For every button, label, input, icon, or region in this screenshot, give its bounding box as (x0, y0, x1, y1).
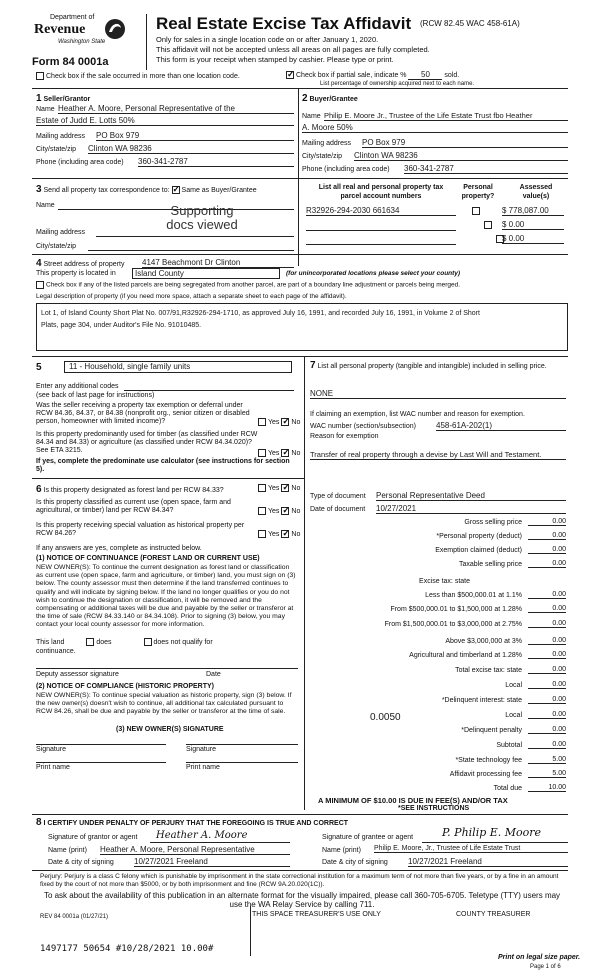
deputy-sig-line[interactable] (36, 667, 298, 669)
calc-value-5[interactable]: 0.00 (528, 591, 566, 599)
buyer-mailing-label: Mailing address (302, 140, 352, 147)
q-historic-yesno[interactable]: Yes✓ No (258, 530, 300, 538)
buyer-mailing[interactable]: PO Box 979 (362, 138, 568, 148)
qualify-row[interactable]: This land does does not qualify for (36, 638, 213, 646)
calc-value-3[interactable]: 0.00 (528, 560, 566, 568)
county-select[interactable]: Island County (132, 268, 280, 279)
dept-line3: Washington State (58, 39, 106, 45)
page-number: Page 1 of 6 (530, 964, 561, 970)
unincorporated-note: (for unincorporated locations please select your county) (286, 270, 461, 277)
buyer-name1[interactable]: Philip E. Moore Jr., Trustee of the Life Estate Trust fbo Heather (324, 111, 568, 121)
notice2-body: NEW OWNER(S): To continue special valuation as historic property, sign (3) below. If the new owner(s) doesn't wish to continue, all additional tax calculated pursuant to RCW 84.26, shall be due and payable by the seller or transferor at the time of sale. (36, 692, 292, 716)
legal-size-note: Print on legal size paper. (498, 954, 581, 961)
grantee-date-label: Date & city of signing (322, 859, 388, 866)
q-forest-yesno[interactable]: Yes✓ No (258, 484, 300, 492)
grantor-sig-line[interactable] (150, 830, 290, 843)
calc-label-0: Gross selling price (464, 519, 522, 526)
grantee-sig-line[interactable] (422, 826, 568, 843)
deputy-date-label: Date (206, 671, 221, 678)
sec3-city-label: City/state/zip (36, 243, 77, 250)
assessed-value-3[interactable]: $ 0.00 (502, 234, 564, 244)
calc-label-9: Agricultural and timberland at 1.28% (409, 652, 522, 659)
grantor-name[interactable]: Heather A. Moore, Personal Representative (100, 845, 290, 855)
calc-label-5: Less than $500,000.01 at 1.1% (425, 592, 522, 599)
calc-value-17[interactable]: 5.00 (528, 770, 566, 778)
grantor-print-label: Name (print) (48, 847, 87, 854)
rev-number: REV 84 0001a (01/27/21) (40, 914, 109, 920)
grantee-sig-label: Signature of grantee or agent (322, 834, 414, 841)
form-statute: (RCW 82.45 WAC 458-61A) (420, 19, 520, 28)
calc-label-6: From $500,000.01 to $1,500,000 at 1.28% (390, 606, 522, 613)
buyer-phone[interactable]: 360-341-2787 (404, 164, 568, 174)
assessed-value-2[interactable]: $ 0.00 (502, 220, 564, 230)
grantee-signature: P. Philip E. Moore (442, 826, 542, 839)
owner-print-line-1[interactable] (36, 761, 166, 763)
parcel-row-2[interactable] (306, 220, 456, 231)
buyer-name-label: Name (302, 113, 321, 120)
calc-value-11[interactable]: 0.00 (528, 681, 566, 689)
multi-location-check[interactable]: Check box if the sale occurred in more than one location code. (36, 72, 240, 80)
list-pct-note: List percentage of ownership acquired next to each name. (320, 81, 475, 87)
seller-name1[interactable]: Heather A. Moore, Personal Representative of the (58, 104, 294, 114)
calc-label-3: Taxable selling price (458, 561, 522, 568)
calc-label-1: *Personal property (deduct) (436, 533, 522, 540)
calc-label-11: Local (505, 682, 522, 689)
sec3-heading: 3 Send all property tax correspondence to: ✓ Same as Buyer/Grantee (36, 184, 257, 195)
sec5-number: 5 (36, 362, 42, 373)
reason-label: Reason for exemption (310, 433, 379, 440)
q-exemption-yesno[interactable]: Yes✓ No (258, 418, 300, 426)
calc-label-2: Exemption claimed (deduct) (435, 547, 522, 554)
header-note3: This form is your receipt when stamped by cashier. Please type or print. (156, 55, 394, 64)
notice2-heading: (2) NOTICE OF COMPLIANCE (HISTORIC PROPERTY) (36, 683, 214, 690)
alt-format-note: To ask about the availability of this publication in an alternate format for the visually impaired, please call 360-705-6705. Teletype (TTY) users may use the WA Relay Service by calling 711. (43, 891, 561, 909)
owner-sig-line-2[interactable] (186, 743, 298, 745)
sec3-name-label: Name (36, 202, 55, 209)
calc-label-16: *State technology fee (455, 757, 522, 764)
certify: 8 I CERTIFY UNDER PENALTY OF PERJURY THAT THE FOREGOING IS TRUE AND CORRECT (36, 817, 349, 828)
calc-label-4: Excise tax: state (419, 578, 470, 585)
calc-value-2[interactable]: 0.00 (528, 546, 566, 554)
buyer-city[interactable]: Clinton WA 98236 (354, 151, 568, 161)
receipt-stamp: 1497177 50654 #10/28/2021 10.00# (40, 944, 214, 954)
calc-label-17: Affidavit processing fee (449, 771, 522, 778)
q-current-use-yesno[interactable]: Yes✓ No (258, 507, 300, 515)
seller-heading: 1 Seller/Grantor (36, 93, 91, 104)
legal-line1: Lot 1, of Island County Short Plat No. 007/91,R32926-294-1710, as approved July 16, 1991, and recorded July 16, 1991, in Volume 2 of Short (41, 310, 480, 317)
see-instructions: *SEE INSTRUCTIONS (398, 805, 470, 812)
segregated-check[interactable]: Check box if any of the listed parcels are being segregated from another parcel, are part of a boundary line adjustment or parcels being merged. (36, 281, 460, 289)
grantor-sig-label: Signature of grantor or agent (48, 834, 138, 841)
q-forest: 6 Is this property designated as forest land per RCW 84.33? (36, 484, 224, 495)
seller-city[interactable]: Clinton WA 98236 (88, 144, 294, 154)
buyer-heading: 2 Buyer/Grantee (302, 93, 358, 104)
reason-text[interactable]: Transfer of real property through a devise by Last Will and Testament. (310, 450, 566, 460)
calc-label-13: Local (505, 712, 522, 719)
owner-sig-label-1: Signature (36, 746, 66, 753)
q-exemption: Was the seller receiving a property tax exemption or deferral under RCW 84.36, 84.37, or 84.38 (nonprofit org., senior citizen or disabled person, homeowner with limited income)? (36, 402, 250, 425)
doc-date[interactable]: 10/27/2021 (376, 504, 566, 514)
street-address[interactable]: 4147 Beachmont Dr Clinton (142, 258, 294, 268)
calc-label-15: Subtotal (496, 742, 522, 749)
seller-phone[interactable]: 360-341-2787 (138, 157, 294, 167)
header-note1: Only for sales in a single location code on or after January 1, 2020. (156, 35, 379, 44)
buyer-phone-label: Phone (including area code) (302, 166, 390, 173)
parcel-row-1[interactable]: R32926-294-2030 661634 (306, 206, 456, 216)
owner-print-label-1: Print name (36, 764, 70, 771)
dor-swirl-icon (104, 18, 126, 40)
q-timber-yesno[interactable]: Yes✓ No (258, 449, 300, 457)
calc-value-15[interactable]: 0.00 (528, 741, 566, 749)
grantor-date-label: Date & city of signing (48, 859, 114, 866)
header-note2: This affidavit will not be accepted unless all areas on all pages are fully completed. (156, 45, 430, 54)
legal-label: Legal description of property (if you need more space, attach a separate sheet to each page of the affidavit). (36, 293, 347, 300)
calc-label-8: Above $3,000,000 at 3% (445, 638, 522, 645)
sec3-mailing[interactable] (96, 235, 294, 237)
grantee-date[interactable]: 10/27/2021 Freeland (408, 857, 568, 867)
supporting-docs-stamp (162, 204, 242, 232)
dept-line1: Department of (50, 14, 95, 21)
calc-value-7[interactable]: 0.00 (528, 620, 566, 628)
personal-property-value[interactable]: NONE (310, 389, 334, 398)
exemption-label: If claiming an exemption, list WAC number and reason for exemption. (310, 411, 525, 418)
grantee-name[interactable]: Philip E. Moore, Jr., Trustee of Life Estate Trust (374, 845, 568, 853)
form-title: Real Estate Excise Tax Affidavit (156, 14, 412, 33)
if-any: If any answers are yes, complete as instructed below. (36, 545, 202, 552)
minimum-note: A MINIMUM OF $10.00 IS DUE IN FEE(S) AND/OR TAX (318, 796, 508, 805)
notice3-heading: (3) NEW OWNER(S) SIGNATURE (116, 726, 224, 733)
owner-print-line-2[interactable] (186, 761, 298, 763)
grantee-print-label: Name (print) (322, 847, 361, 854)
seller-mailing[interactable]: PO Box 979 (96, 131, 294, 141)
deputy-sig-label: Deputy assessor signature (36, 671, 119, 678)
q-timber-note: If yes, complete the predominate use calculator (see instructions for section 5). (36, 458, 290, 473)
calc-label-12: *Delinquent interest: state (441, 697, 522, 704)
assessed-value-1[interactable]: $ 778,087.00 (502, 206, 564, 216)
additional-codes-label: Enter any additional codes (36, 383, 119, 390)
legal-line2: Plats, page 304, under Auditor's File No. 91010485. (41, 322, 202, 329)
notice1-body: NEW OWNER(S): To continue the current designation as forest land or classification as current use (open space, farm and agriculture, or timber) land, you must sign on (3) below. The county assessor must then determine if the land transferred continues to qualify and will indicate by signing below. If the land no longer qualifies or you do not wish to continue the designation or classification, it will be removed and the compensating or additional taxes will be due and payable by the seller or transferor at the time of sale (RCW 84.33.140 or 84.34.108). Prior to signing (3) below, you may contact your local county assessor for more information. (36, 564, 296, 629)
perjury-note: Perjury: Perjury is a class C felony which is punishable by imprisonment in the state correctional institution for a maximum term of not more than five years, or by a fine in an amount fixed by the court of not more than $5000, or by both imprisonment and fine (RCW 9A.20.020(1C)). (40, 873, 559, 888)
personal-heading: Personal property? (461, 184, 495, 200)
calc-value-1[interactable]: 0.00 (528, 532, 566, 540)
calc-value-18[interactable]: 10.00 (528, 784, 566, 792)
calc-value-10[interactable]: 0.00 (528, 666, 566, 674)
seller-name2[interactable]: Estate of Judd E. Lotts 50% (36, 116, 294, 126)
wac-number[interactable]: 458-61A-202(1) (436, 421, 566, 431)
assessed-heading: Assessed value(s) (519, 184, 553, 200)
form-number: Form 84 0001a (32, 56, 109, 68)
notice1-heading: (1) NOTICE OF CONTINUANCE (FOREST LAND OR CURRENT USE) (36, 555, 260, 562)
parcels-heading: List all real and personal property tax parcel account numbers (318, 184, 444, 200)
calc-value-0[interactable]: 0.00 (528, 518, 566, 526)
calc-value-14[interactable]: 0.00 (528, 726, 566, 734)
stamp-line1: Supporting (170, 203, 234, 218)
calc-value-8[interactable]: 0.00 (528, 637, 566, 645)
q-timber: Is this property predominantly used for timber (as classified under RCW 84.34 and 84.33) or agriculture (as classified under RCW 84.34.020)? See ETA 3215. (36, 431, 258, 454)
wac-label: WAC number (section/subsection) (310, 423, 416, 430)
sec3-city[interactable] (88, 249, 294, 251)
calc-label-14: *Delinquent penalty (461, 727, 522, 734)
additional-codes-input[interactable] (124, 383, 294, 391)
q-current-use: Is this property classified as current use (open space, farm and agricultural, or timber) land per RCW 84.34? (36, 499, 231, 514)
grantor-signature: Heather A. Moore (156, 830, 248, 841)
county-treasurer: COUNTY TREASURER (456, 911, 531, 918)
owner-sig-line-1[interactable] (36, 743, 166, 745)
additional-codes-note: (see back of last page for instructions) (36, 392, 155, 399)
calc-label-7: From $1,500,000.01 to $3,000,000 at 2.75% (384, 621, 522, 628)
calc-label-10: Total excise tax: state (455, 667, 522, 674)
personal-check-2[interactable] (484, 221, 492, 229)
parcel-row-3[interactable] (306, 234, 456, 245)
treasurer-only: THIS SPACE TREASURER'S USE ONLY (252, 911, 381, 918)
sec4-street: 4 Street address of property (36, 258, 125, 269)
sec7-heading: 7 List all personal property (tangible and intangible) included in selling price. (310, 360, 547, 371)
owner-print-label-2: Print name (186, 764, 220, 771)
calc-value-12[interactable]: 0.00 (528, 696, 566, 704)
located-label: This property is located in (36, 270, 116, 277)
seller-city-label: City/state/zip (36, 146, 77, 153)
seller-mailing-label: Mailing address (36, 133, 86, 140)
calc-value-13[interactable]: 0.00 (528, 711, 566, 719)
stamp-line2: docs viewed (166, 217, 238, 232)
q-historic: Is this property receiving special valuation as historical property per RCW 84.26? (36, 522, 245, 537)
local-rate[interactable]: 0.0050 (370, 712, 401, 723)
same-as-buyer-check[interactable] (172, 186, 180, 194)
personal-check-1[interactable] (472, 207, 480, 215)
partial-sale-check[interactable]: ✓ Check box if partial sale, indicate % 50 sold. (286, 70, 459, 80)
calc-value-16[interactable]: 5.00 (528, 756, 566, 764)
sec3-mailing-label: Mailing address (36, 229, 86, 236)
grantor-date[interactable]: 10/27/2021 Freeland (134, 857, 290, 867)
calc-label-18: Total due (493, 785, 522, 792)
owner-sig-label-2: Signature (186, 746, 216, 753)
dor-logo (32, 14, 128, 56)
calc-value-6[interactable]: 0.00 (528, 605, 566, 613)
doc-date-label: Date of document (310, 506, 366, 513)
legal-description-box[interactable] (36, 303, 568, 351)
use-code-select[interactable]: 11 - Household, single family units (64, 361, 292, 373)
buyer-city-label: City/state/zip (302, 153, 343, 160)
doc-type-label: Type of document (310, 493, 366, 500)
dept-line2: Revenue (34, 22, 86, 37)
continuance: continuance. (36, 648, 76, 655)
seller-phone-label: Phone (including area code) (36, 159, 124, 166)
calc-value-9[interactable]: 0.00 (528, 651, 566, 659)
doc-type[interactable]: Personal Representative Deed (376, 491, 566, 501)
buyer-name2[interactable]: A. Moore 50% (302, 123, 568, 133)
seller-name-label: Name (36, 106, 55, 113)
